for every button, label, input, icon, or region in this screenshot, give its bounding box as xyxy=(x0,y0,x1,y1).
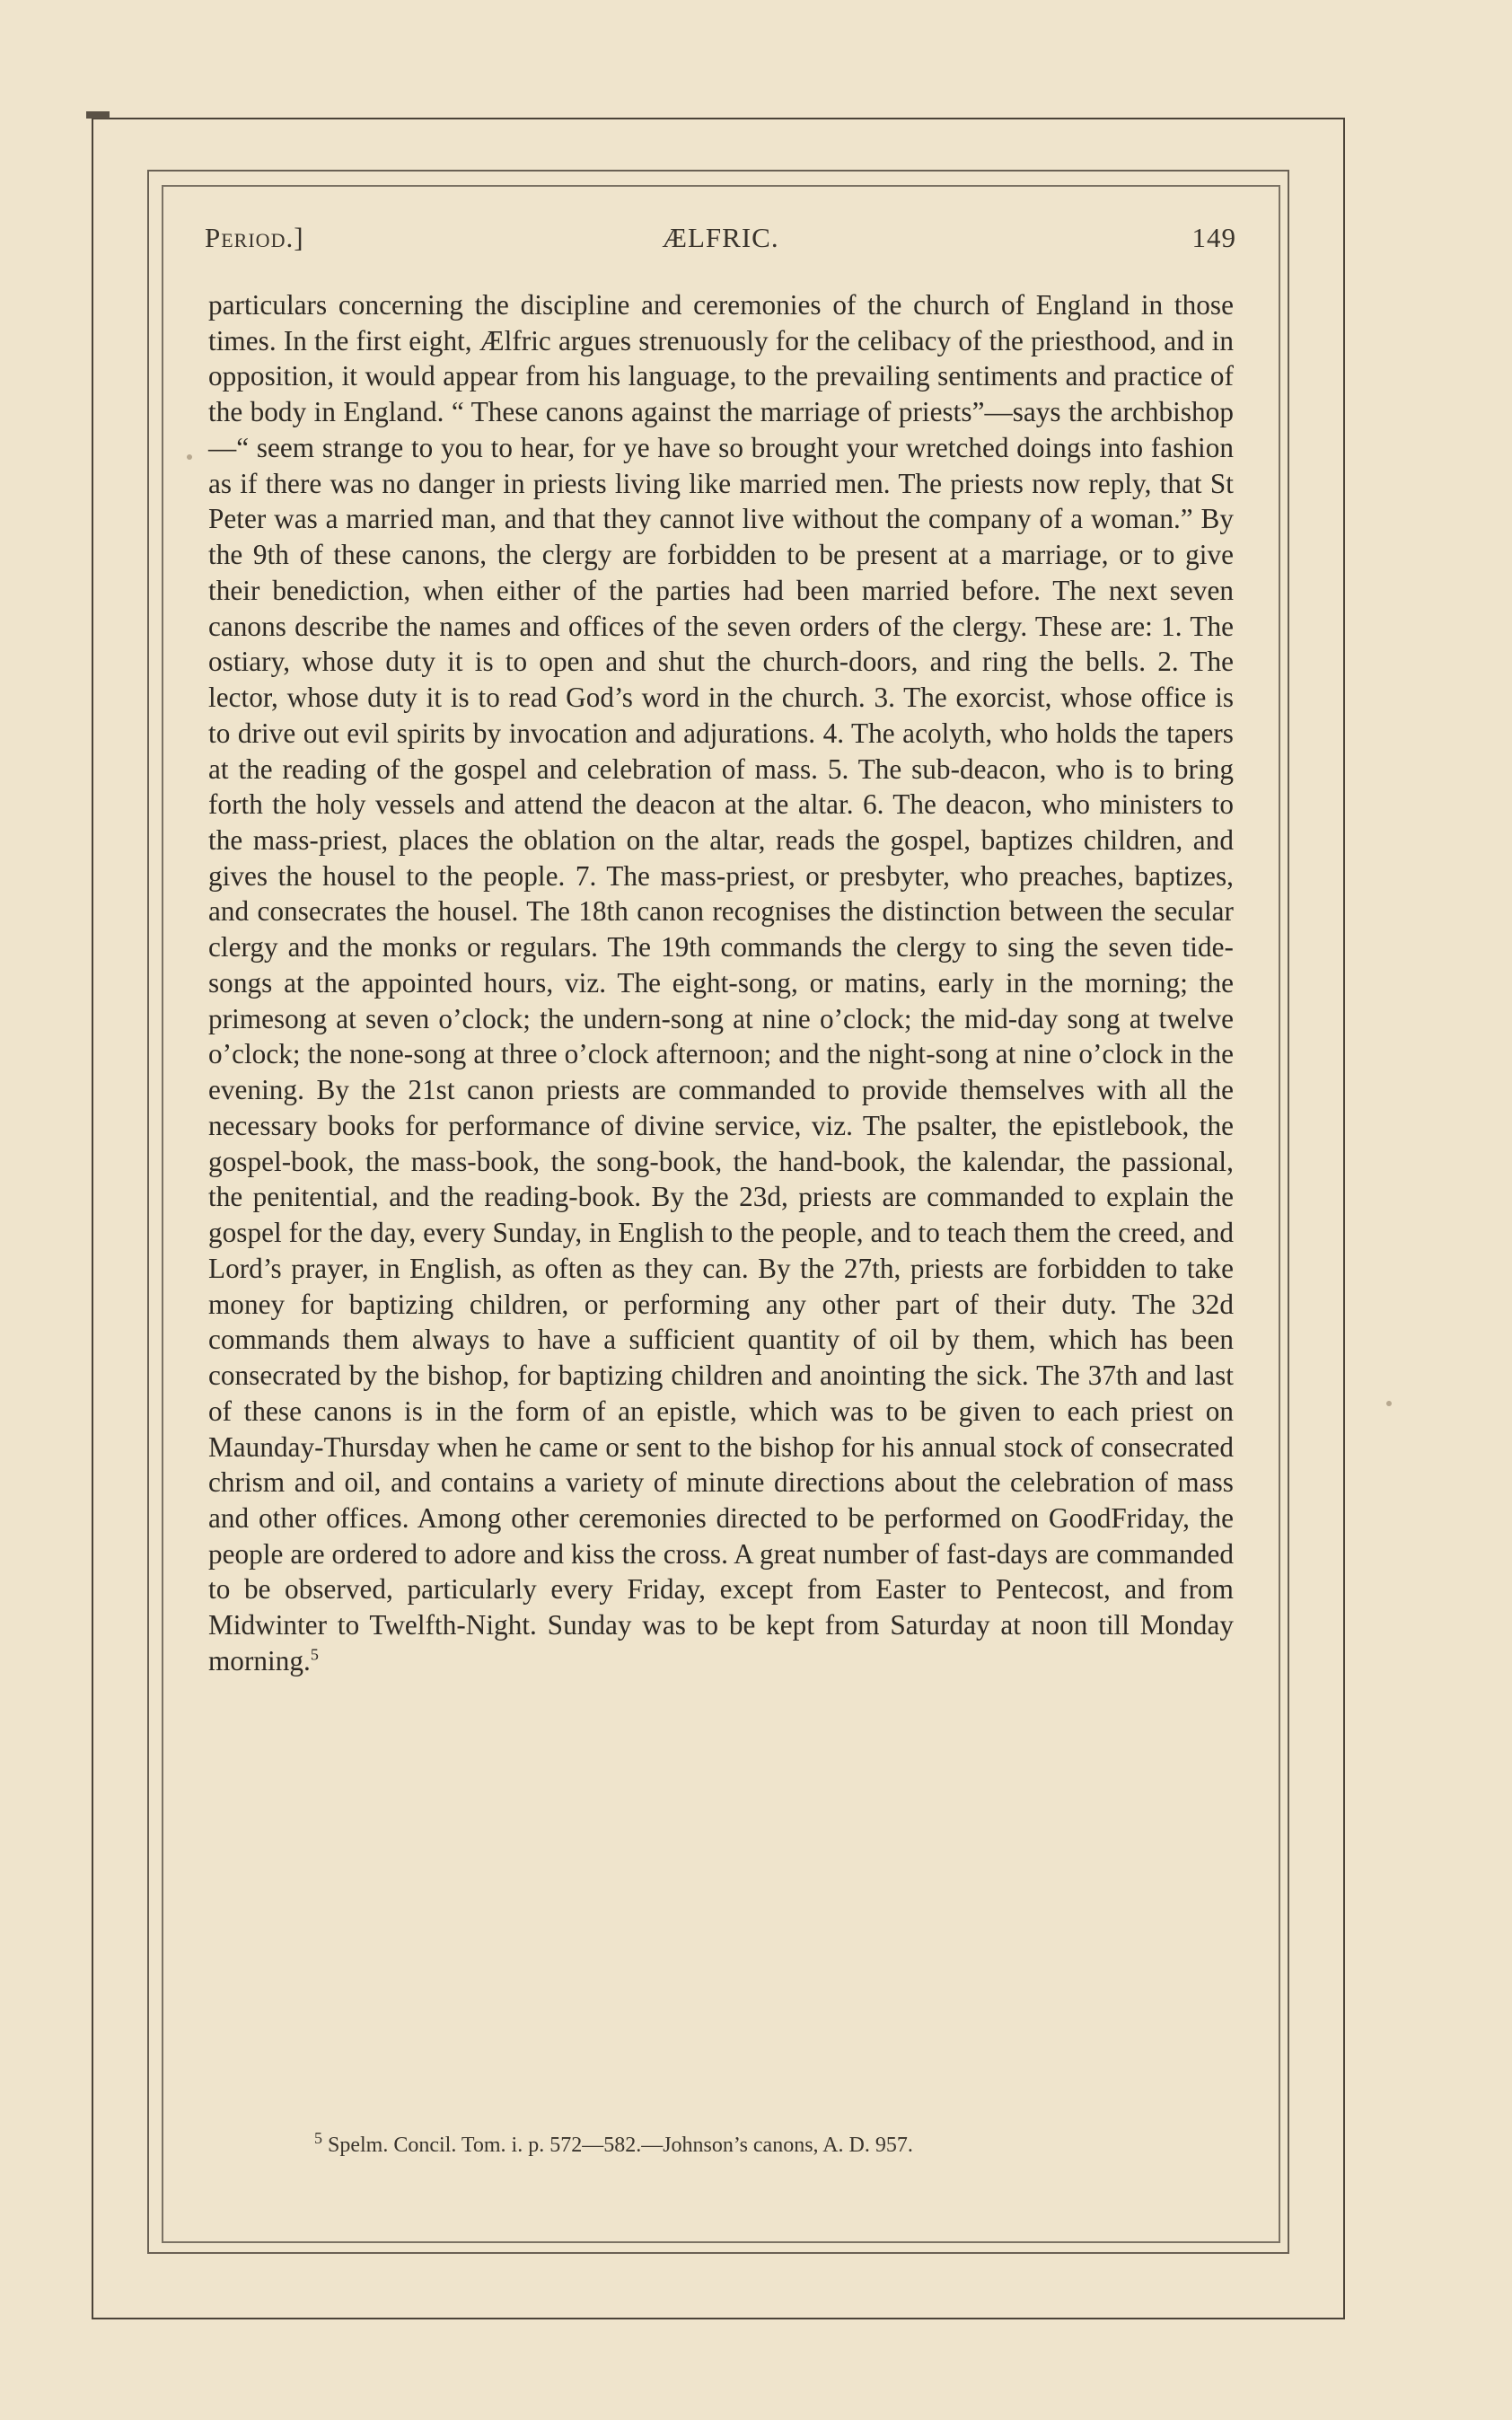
footnote xyxy=(314,2131,1194,2160)
body-paragraph xyxy=(208,287,1234,1679)
paper-speck xyxy=(187,454,192,460)
running-header xyxy=(205,222,1236,258)
footnote-reference: 5 xyxy=(310,1645,319,1664)
body-paragraph-text: particulars concerning the discipline and ceremonies of the church of England in those times. In the first eight, Ælfric argues strenuously for the celibacy of the priesthood, and in opposition, it would appear from his language, to the prevailing sentiments and practice of the body in England. “ These canons against the marriage of priests”—says the archbishop—“ seem strange to you to hear, for ye have so brought your wretched doings into fashion as if there was no danger in priests living like married men. The priests now reply, that St Peter was a married man, and that they cannot live without the company of a woman.” By the 9th of these canons, the clergy are forbidden to be present at a marriage, or to give their benediction, when either of the parties had been married before. The next seven canons describe the names and offices of the seven orders of the clergy. These are: 1. The ostiary, whose duty it is to open and shut the church-doors, and ring the bells. 2. The lector, whose duty it is to read God’s word in the church. 3. The exorcist, whose office is to drive out evil spirits by invocation and adjurations. 4. The acolyth, who holds the tapers at the reading of the gospel and celebration of mass. 5. The sub-deacon, who is to bring forth the holy vessels and attend the deacon at the altar. 6. The deacon, who ministers to the mass-priest, places the oblation on the altar, reads the gospel, baptizes children, and gives the housel to the people. 7. The mass-priest, or presbyter, who preaches, baptizes, and consecrates the housel. The 18th canon recognises the distinction between the secular clergy and the monks or regulars. The 19th commands the clergy to sing the seven tide-songs at the appointed hours, viz. The eight-song, or matins, early in the morning; the primesong at seven o’clock; the undern-song at nine o’clock; the mid-day song at twelve o’clock; the none-song at three o’clock afternoon; and the night-song at nine o’clock in the evening. By the 21st canon priests are commanded to provide themselves with all the necessary books for performance of divine service, viz. The psalter, the epistlebook, the gospel-book, the mass-book, the song-book, the hand-book, the kalendar, the passional, the penitential, and the reading-book. By the 23d, priests are commanded to explain the gospel for the day, every Sunday, in English to the people, and to teach them the creed, and Lord’s prayer, in English, as often as they can. By the 27th, priests are forbidden to take money for baptizing children, or performing any other part of their duty. The 32d commands them always to have a sufficient quantity of oil by them, which has been consecrated by the bishop, for baptizing children and anointing the sick. The 37th and last of these canons is in the form of an epistle, which was to be given to each priest on Maunday-Thursday when he came or sent to the bishop for his annual stock of consecrated chrism and oil, and contains a variety of minute directions about the celebration of mass and other offices. Among other ceremonies directed to be performed on GoodFriday, the people are ordered to adore and kiss the cross. A great number of fast-days are commanded to be observed, particularly every Friday, except from Easter to Pentecost, and from Midwinter to Twelfth-Night. Sunday was to be kept from Saturday at noon till Monday morning. xyxy=(208,289,1234,1676)
running-head-title: ÆLFRIC. xyxy=(662,222,779,253)
footnote-text: Spelm. Concil. Tom. i. p. 572—582.—Johnson’s canons, A. D. 957. xyxy=(328,2134,913,2157)
footnote-marker: 5 xyxy=(314,2129,322,2147)
paper-speck xyxy=(1386,1401,1392,1406)
page-number: 149 xyxy=(1191,222,1236,253)
running-head-left: Period.] xyxy=(205,222,304,253)
